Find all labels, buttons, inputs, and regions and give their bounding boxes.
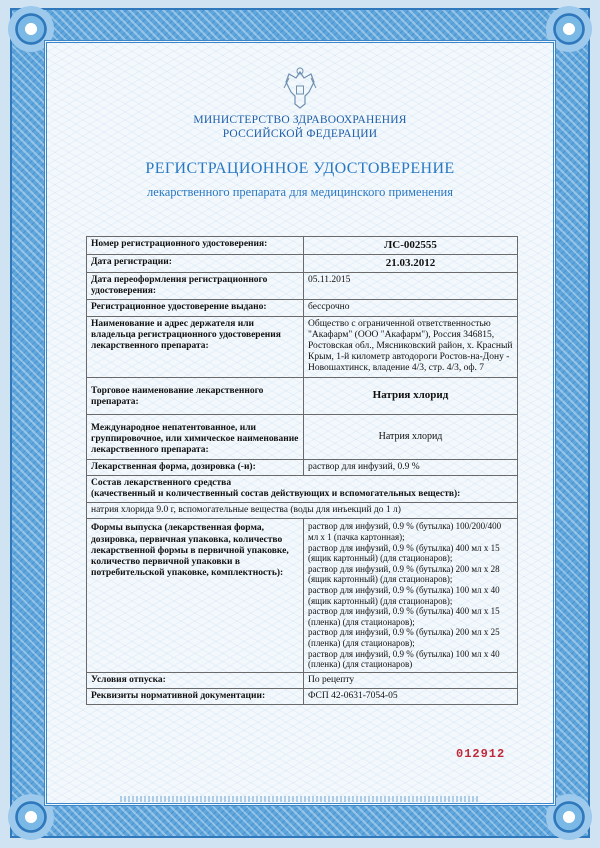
table-row: [87, 689, 518, 705]
field-label: Лекарственная форма, дозировка (-и):: [87, 459, 304, 475]
release-form-line: раствор для инфузий, 0.9 % (бутылка) 100 мл x 40 (ящик картонный) (для стационаров);: [308, 585, 500, 606]
composition-subtitle: (качественный и количественный состав действующих и вспомогательных веществ):: [91, 488, 461, 499]
release-form-line: раствор для инфузий, 0.9 % (бутылка) 200 мл x 28 (ящик картонный) (для стационаров);: [308, 563, 500, 585]
table-row: [87, 237, 518, 255]
document-subtitle: лекарственного препарата для медицинского применения: [147, 185, 453, 199]
table-row: [87, 254, 518, 272]
table-row: [87, 519, 518, 673]
field-label: Формы выпуска (лекарственная форма, дозировка, первичная упаковка, количество лекарственной формы в первичной упаковке, количество первичной упаковки в потребительской упаковке, комплектность):: [87, 519, 304, 673]
microprint-line: [120, 796, 480, 802]
release-form-line: раствор для инфузий, 0.9 % (бутылка) 100/200/400 мл x 1 (пачка картонная);: [308, 521, 502, 542]
dosage-form: раствор для инфузий, 0.9 %: [304, 459, 518, 475]
release-form-line: раствор для инфузий, 0.9 % (бутылка) 200 мл x 25 (пленка) (для стационаров);: [308, 627, 500, 649]
field-label: Наименование и адрес держателя или владельца регистрационного удостоверения лекарственного препарата:: [87, 316, 304, 377]
normative-document: ФСП 42-0631-7054-05: [304, 689, 518, 705]
table-row: [87, 503, 518, 519]
release-forms: [304, 519, 518, 673]
table-row: [87, 475, 518, 502]
composition-header: [87, 475, 518, 502]
holder-name-address: Общество с ограниченной ответственностью "Акафарм" (ООО "Акафарм"), Россия 346815, Ростовская обл., Мясниковский район, х. Красный Крым, 1-й километр автодороги Ростов-на-Дону - Новошахтинск, владение 4/3, стр. 4/3, оф. 7: [304, 316, 518, 377]
field-label: Номер регистрационного удостоверения:: [87, 237, 304, 255]
table-row: [87, 316, 518, 377]
composition-value: натрия хлорида 9.0 г, вспомогательные вещества (воды для инъекций до 1 л): [87, 503, 518, 519]
double-headed-eagle-emblem: [281, 66, 319, 110]
table-row: [87, 300, 518, 316]
ministry-name-line2: РОССИЙСКОЙ ФЕДЕРАЦИИ: [222, 128, 378, 140]
field-label: Условия отпуска:: [87, 672, 304, 688]
reissue-date: 05.11.2015: [304, 272, 518, 299]
registration-table: [86, 236, 518, 705]
table-row: [87, 377, 518, 414]
serial-number: 012912: [456, 747, 506, 761]
field-label: Регистрационное удостоверение выдано:: [87, 300, 304, 316]
release-form-line: раствор для инфузий, 0.9 % (бутылка) 400 мл x 15 (ящик картонный) (для стационаров);: [308, 542, 500, 564]
composition-title: Состав лекарственного средства: [91, 477, 232, 488]
document-title: РЕГИСТРАЦИОННОЕ УДОСТОВЕРЕНИЕ: [145, 160, 455, 177]
field-label: Дата регистрации:: [87, 254, 304, 272]
table-row: [87, 459, 518, 475]
ministry-name-line1: МИНИСТЕРСТВО ЗДРАВООХРАНЕНИЯ: [193, 114, 407, 126]
field-label: Международное непатентованное, или группировочное, или химическое наименование лекарственного препарата:: [87, 414, 304, 459]
field-label: Дата переоформления регистрационного удостоверения:: [87, 272, 304, 299]
dispensing-conditions: По рецепту: [304, 672, 518, 688]
registration-number: ЛС-002555: [304, 237, 518, 255]
release-form-line: раствор для инфузий, 0.9 % (бутылка) 400 мл x 15 (пленка) (для стационаров);: [308, 606, 500, 627]
table-row: [87, 414, 518, 459]
registration-date: 21.03.2012: [304, 254, 518, 272]
table-row: [87, 672, 518, 688]
validity-term: бессрочно: [304, 300, 518, 316]
inn-name: Натрия хлорид: [304, 414, 518, 459]
trade-name: Натрия хлорид: [304, 377, 518, 414]
field-label: Торговое наименование лекарственного препарата:: [87, 377, 304, 414]
field-label: Реквизиты нормативной документации:: [87, 689, 304, 705]
table-row: [87, 272, 518, 299]
release-form-line: раствор для инфузий, 0.9 % (бутылка) 100 мл x 40 (пленка) (для стационаров): [308, 648, 500, 670]
